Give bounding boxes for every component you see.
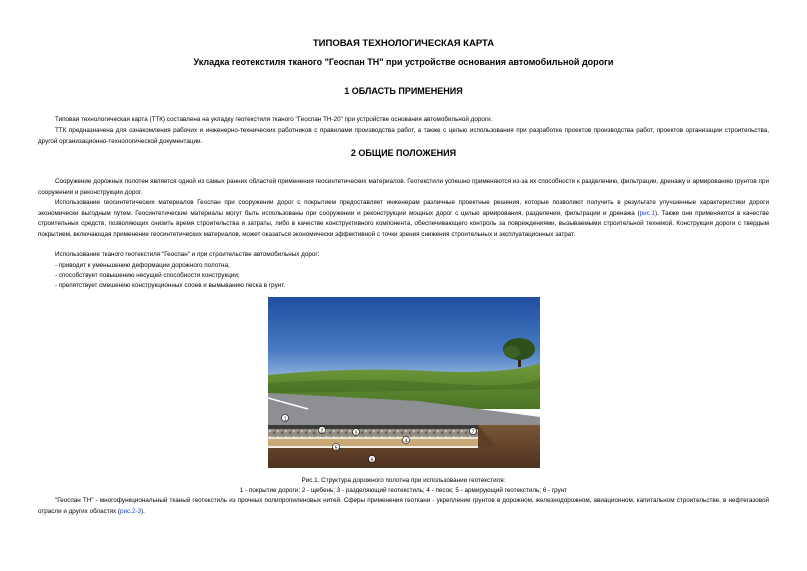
figure-number: 4 (404, 438, 408, 445)
section-1-paragraph-1: Типовая технологическая карта (ТТК) составлена на укладку геотекстиля тканого "Геоспан ТН-20" при устройстве основания автомобильной дороги. (55, 116, 493, 123)
section-1-heading: 1 ОБЛАСТЬ ПРИМЕНЕНИЯ (344, 86, 463, 96)
figure-caption: Рис.1. Структура дорожного полотна при использовании геотекстиля: (301, 477, 506, 484)
doc-subtitle: Укладка геотекстиля тканого "Геоспан ТН" при устройстве основания автомобильной дороги (193, 57, 614, 67)
figure-number: 1 (283, 416, 287, 423)
figure-number: 2 (320, 428, 324, 435)
section-2-paragraph-2 (38, 198, 769, 241)
section-2-heading: 2 ОБЩИЕ ПОЛОЖЕНИЯ (350, 148, 457, 158)
figure-number: 5 (334, 445, 338, 452)
list-item: - приводит к уменьшению деформации дорожного полотна; (55, 262, 230, 269)
paragraph-text-b: ). Также они применяются в качестве строительных средств, позволяющих снизить время строительства и затраты, либо в качестве конструктивного компонента, обеспечивающего контроль за повреждениями, вызываемыми строительной техникой. Конструкция дороги с твердым покрытием, включающая применение геосинтетических материалов, может оказаться экономически эффективной с точки зрения снижения строительных и эксплуатационных затрат. (38, 209, 769, 239)
figure-number: 7 (471, 429, 475, 436)
figure-number: 6 (370, 457, 374, 464)
figure-2-3-link[interactable]: рис.2-3 (120, 507, 142, 515)
paragraph-text-b: ). (141, 507, 145, 515)
section-1-paragraph-2: ТТК предназначена для ознакомления рабочих и инженерно-технических работников с правилами производства работ, а также с целью использования при разработке проектов производства работ, проектов организации строительства, другой организационно-технологической документации. (38, 127, 769, 145)
final-paragraph (38, 496, 769, 517)
figure-1-link[interactable]: рис.1 (639, 209, 655, 217)
figure-caption-legend: 1 - покрытие дороги; 2 - щебень; 3 - разделяющий геотекстиль; 4 - песок; 5 - армирующий геотекстиль; 6 - грунт (239, 487, 568, 494)
section-2-paragraph-3: Использование тканого геотекстиля "Геоспан" и при строительстве автомобильных дорог: (55, 251, 320, 258)
road-structure-figure (268, 297, 540, 468)
paragraph-text-a: "Геоспан ТН" - многофункциональный тканый геотекстиль из прочных полипропиленовых нитей. Сферы применения геоткани - укрепление грунтов в дорожном, железнодорожном, авиационном, капитальном строительстве, в нефтегазовой отрасли и других областях ( (38, 497, 769, 515)
section-2-paragraph-1: Сооружение дорожных полотен является одной из самых ранних областей применения геосинтетических материалов. Геотекстили успешно применяются из-за их способности к разделению, фильтрации, дренажу и армированию грунтов при сооружении и реконструкции дорог. (38, 178, 769, 196)
road-structure-illustration (268, 297, 540, 468)
list-item: - способствует повышению несущей способности конструкции; (55, 272, 240, 279)
paragraph-text-a: Использование геосинтетических материалов Геоспан при сооружении дорог с покрытием предоставляет инженерам различные проектные решения, которые позволяют получить в результате улучшенные характеристики дороги экономически выгодным путем. Геосинтетические материалы могут быть использованы при сооружении и реконструкции мощных дорог с целью армирования, разделения, фильтрации и дренажа ( (38, 199, 769, 217)
list-item: - препятствует смешению конструкционных слоев и вымыванию песка в грунт. (55, 282, 286, 289)
figure-number: 3 (354, 430, 358, 437)
doc-title: ТИПОВАЯ ТЕХНОЛОГИЧЕСКАЯ КАРТА (312, 38, 495, 49)
